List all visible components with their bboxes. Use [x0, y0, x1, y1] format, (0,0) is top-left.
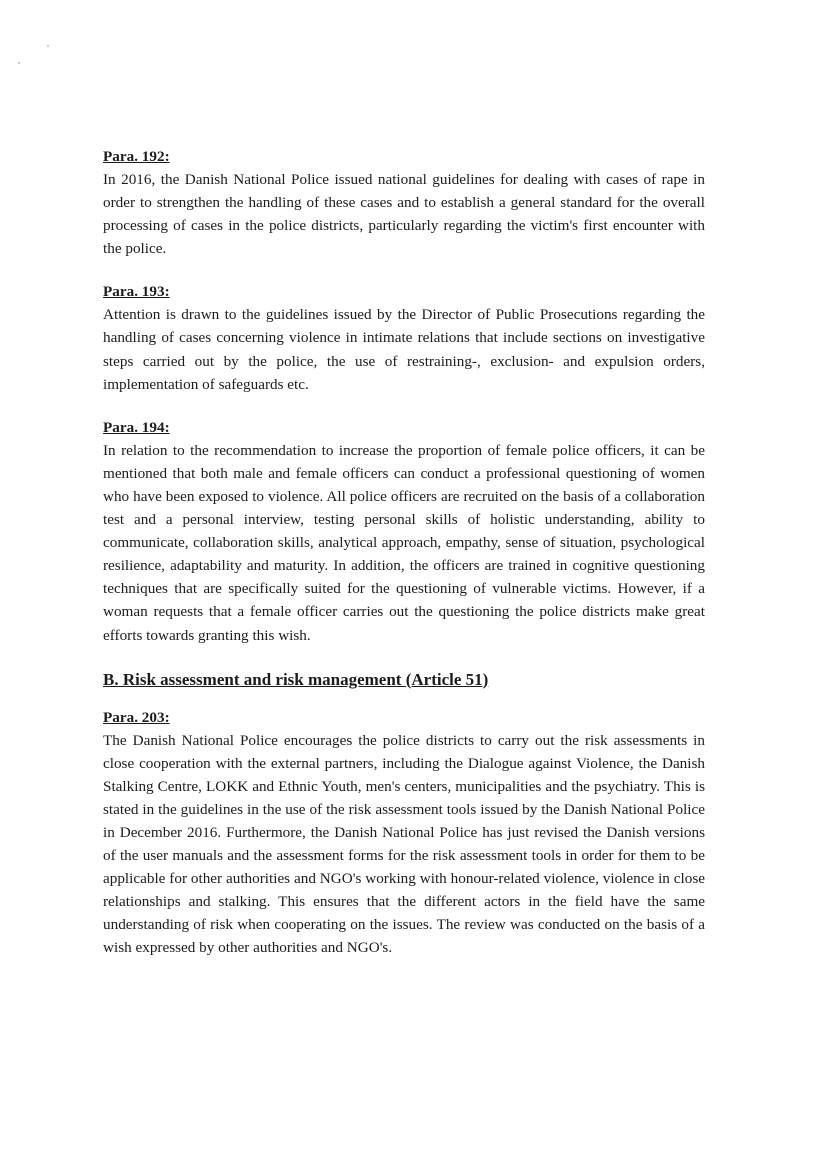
para-text: In 2016, the Danish National Police issued national guidelines for dealing with cases of rape in order to strengthen the handling of these cases and to establish a general standard for the overall processing of cases in the police districts, particularly regarding the victim's first encounter with the police. — [103, 171, 705, 258]
para-192 — [103, 146, 705, 260]
para-heading: Para. 192: — [103, 148, 170, 165]
para-text: Attention is drawn to the guidelines issued by the Director of Public Prosecutions regarding the handling of cases concerning violence in intimate relations that include sections on investigative steps carried out by the police, the use of restraining-, exclusion- and expulsion orders, implementation of safeguards etc. — [103, 306, 705, 393]
scan-speck — [18, 62, 20, 64]
para-heading: Para. 193: — [103, 283, 170, 301]
para-text: In relation to the recommendation to increase the proportion of female police officers, it can be mentioned that both male and female officers can conduct a professional questioning of women who have been exposed to violence. All police officers are recruited on the basis of a collaboration test and a personal interview, testing personal skills of holistic understanding, ability to communicate, collaboration skills, analytical approach, empathy, sense of situation, psychological resilience, adaptability and maturity. In addition, the officers are trained in cognitive questioning techniques that are specifically suited for the questioning of vulnerable victims. However, if a woman requests that a female officer carries out the questioning the police districts make great efforts towards granting this wish. — [103, 441, 705, 644]
para-203 — [103, 707, 705, 960]
para-text: The Danish National Police encourages the police districts to carry out the risk assessments in close cooperation with the external partners, including the Dialogue against Violence, the Danish Stalking Centre, LOKK and Ethnic Youth, men's centers, municipalities and the psychiatry. This is stated in the guidelines in the use of the risk assessment tools issued by the Danish National Police in December 2016. Furthermore, the Danish National Police has just revised the Danish versions of the user manuals and the assessment forms for the risk assessment tools in order for them to be applicable for other authorities and NGO's working with honour-related violence, violence in close relationships and stalking. This ensures that the different actors in the field have the same understanding of risk when cooperating on the issues. The review was conducted on the basis of a wish expressed by other authorities and NGO's. — [103, 731, 705, 957]
scan-speck — [47, 45, 49, 47]
section-heading: B. Risk assessment and risk management (Article 51) — [103, 669, 489, 689]
document-body — [103, 146, 705, 981]
para-heading: Para. 203: — [103, 708, 170, 726]
para-194 — [103, 417, 705, 647]
para-193 — [103, 281, 705, 395]
para-heading: Para. 194: — [103, 418, 170, 436]
